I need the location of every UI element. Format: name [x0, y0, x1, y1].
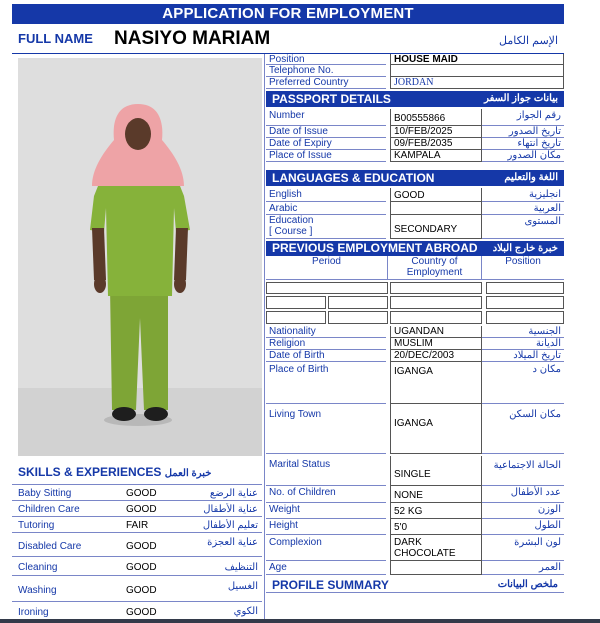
employment-row-3-country	[390, 311, 482, 324]
skill-children-care-value: GOOD	[122, 503, 192, 517]
english-value: GOOD	[390, 188, 482, 202]
issue-date-label: Date of Issue	[266, 126, 386, 138]
issue-date-arabic: تاريخ الصدور	[482, 126, 564, 138]
marital-status-label: Marital Status	[266, 456, 386, 486]
living-town-value: IGANGA	[390, 404, 482, 454]
education-label-line1: Education	[269, 215, 314, 226]
skill-ironing-label: Ironing	[12, 604, 122, 620]
skill-baby-sitting-label: Baby Sitting	[12, 487, 122, 501]
employment-row-2-period-from	[266, 296, 326, 309]
skills-experiences-header	[12, 459, 262, 485]
date-of-birth-arabic: تاريخ الميلاد	[482, 350, 564, 362]
english-arabic: انجليزية	[482, 188, 564, 202]
weight-label: Weight	[266, 503, 386, 519]
place-of-issue-arabic: مكان الصدور	[482, 150, 564, 162]
application-title: APPLICATION FOR EMPLOYMENT	[12, 4, 564, 24]
skill-tutoring-value: FAIR	[122, 519, 192, 533]
date-of-birth-label: Date of Birth	[266, 350, 386, 362]
employment-row-1-country	[390, 282, 482, 294]
expiry-date-label: Date of Expiry	[266, 138, 386, 150]
place-of-birth-value: IGANGA	[390, 362, 482, 404]
position-label: Position	[266, 54, 386, 65]
issue-date-value: 10/FEB/2025	[390, 126, 482, 138]
languages-education-arabic-title: اللغة والتعليم	[504, 172, 558, 183]
complexion-value-line2: CHOCOLATE	[394, 548, 456, 559]
employment-row-2-position	[486, 296, 564, 309]
skill-ironing-value: GOOD	[122, 604, 192, 620]
preferred-country-value: JORDAN	[390, 77, 564, 89]
employment-row-3-period-to	[328, 311, 388, 324]
place-of-birth-arabic: مكان د	[482, 362, 564, 404]
height-arabic: الطول	[482, 519, 564, 535]
religion-value: MUSLIM	[390, 338, 482, 350]
skills-arabic-title: خبرة العمل	[164, 468, 212, 479]
arabic-label: Arabic	[266, 202, 386, 215]
employment-row-1-period	[266, 282, 388, 294]
arabic-value	[390, 202, 482, 215]
place-of-issue-value: KAMPALA	[390, 150, 482, 162]
employment-row-1-position	[486, 282, 564, 294]
complexion-value-line1: DARK	[394, 537, 422, 548]
skill-cleaning-label: Cleaning	[12, 560, 122, 576]
education-value: SECONDARY	[390, 215, 482, 239]
age-arabic: العمر	[482, 561, 564, 575]
age-value	[390, 561, 482, 575]
passport-details-title: PASSPORT DETAILS	[272, 92, 391, 106]
employment-row-3-period-from	[266, 311, 326, 324]
profile-summary-title: PROFILE SUMMARY	[272, 578, 389, 592]
skill-baby-sitting-arabic: عناية الرضع	[192, 487, 262, 501]
weight-value: 52 KG	[390, 503, 482, 519]
nationality-arabic: الجنسية	[482, 326, 564, 338]
marital-status-arabic: الحالة الاجتماعية	[482, 456, 564, 486]
column-divider	[264, 54, 265, 620]
profile-summary-arabic-title: ملخص البيانات	[497, 579, 558, 590]
skill-ironing-arabic: الكوي	[192, 604, 262, 620]
skill-tutoring-arabic: تعليم الأطفال	[192, 519, 262, 533]
height-label: Height	[266, 519, 386, 535]
complexion-value	[390, 535, 482, 561]
skills-title: SKILLS & EXPERIENCES	[18, 465, 162, 479]
religion-label: Religion	[266, 338, 386, 350]
skill-disabled-care-value: GOOD	[122, 535, 192, 557]
english-label: English	[266, 188, 386, 202]
position-value: HOUSE MAID	[390, 54, 564, 65]
expiry-date-arabic: تاريخ انتهاء	[482, 138, 564, 150]
period-column-header: Period	[266, 256, 388, 280]
living-town-arabic: مكان السكن	[482, 404, 564, 454]
preferred-country-label: Preferred Country	[266, 77, 386, 89]
height-value: 5'0	[390, 519, 482, 535]
passport-number-arabic: رقم الجواز	[482, 109, 564, 126]
education-label	[266, 215, 386, 239]
previous-employment-title: PREVIOUS EMPLOYMENT ABROAD	[272, 241, 478, 255]
date-of-birth-value: 20/DEC/2003	[390, 350, 482, 362]
skill-disabled-care-arabic: عناية العجزة	[192, 535, 262, 557]
window-bottom-edge	[0, 619, 600, 623]
employment-row-2-period-to	[328, 296, 388, 309]
full-name-value: NASIYO MARIAM	[114, 28, 271, 49]
passport-details-arabic-title: بيانات جواز السفر	[484, 93, 558, 104]
skill-washing-label: Washing	[12, 578, 122, 602]
age-label: Age	[266, 561, 386, 575]
complexion-arabic: لون البشرة	[482, 535, 564, 561]
weight-arabic: الوزن	[482, 503, 564, 519]
employment-row-2-country	[390, 296, 482, 309]
applicant-portrait-image	[18, 58, 262, 456]
skill-baby-sitting-value: GOOD	[122, 487, 192, 501]
employment-row-3-position	[486, 311, 564, 324]
skill-washing-value: GOOD	[122, 578, 192, 602]
skill-cleaning-value: GOOD	[122, 560, 192, 576]
place-of-issue-label: Place of Issue	[266, 150, 386, 162]
children-value: NONE	[390, 486, 482, 503]
education-arabic: المستوى	[482, 215, 564, 239]
skill-children-care-label: Children Care	[12, 503, 122, 517]
languages-education-title: LANGUAGES & EDUCATION	[272, 171, 435, 185]
expiry-date-value: 09/FEB/2035	[390, 138, 482, 150]
passport-number-label: Number	[266, 109, 386, 126]
full-name-label: FULL NAME	[12, 26, 104, 52]
applicant-photo	[18, 58, 262, 456]
skill-washing-arabic: الغسيل	[192, 578, 262, 602]
nationality-label: Nationality	[266, 326, 386, 338]
telephone-label: Telephone No.	[266, 65, 386, 77]
skill-cleaning-arabic: التنظيف	[192, 560, 262, 576]
complexion-label: Complexion	[266, 535, 386, 561]
education-label-line2: [ Course ]	[269, 226, 313, 237]
previous-employment-arabic-title: خبرة خارج البلاد	[492, 243, 558, 254]
position-column-header: Position	[482, 256, 564, 280]
employment-application-sheet	[12, 4, 564, 620]
living-town-label: Living Town	[266, 404, 386, 454]
arabic-arabic: العربية	[482, 202, 564, 215]
skill-children-care-arabic: عناية الأطفال	[192, 503, 262, 517]
children-arabic: عدد الأطفال	[482, 486, 564, 503]
nationality-value: UGANDAN	[390, 326, 482, 338]
skill-tutoring-label: Tutoring	[12, 519, 122, 533]
passport-number-value: B00555866	[390, 109, 482, 126]
country-of-employment-column-header: Country of Employment	[388, 256, 482, 280]
marital-status-value: SINGLE	[390, 456, 482, 486]
children-label: No. of Children	[266, 486, 386, 503]
telephone-value	[390, 65, 564, 77]
place-of-birth-label: Place of Birth	[266, 362, 386, 404]
religion-arabic: الديانة	[482, 338, 564, 350]
skill-disabled-care-label: Disabled Care	[12, 535, 122, 557]
full-name-arabic-label: الإسم الكامل	[499, 35, 558, 47]
